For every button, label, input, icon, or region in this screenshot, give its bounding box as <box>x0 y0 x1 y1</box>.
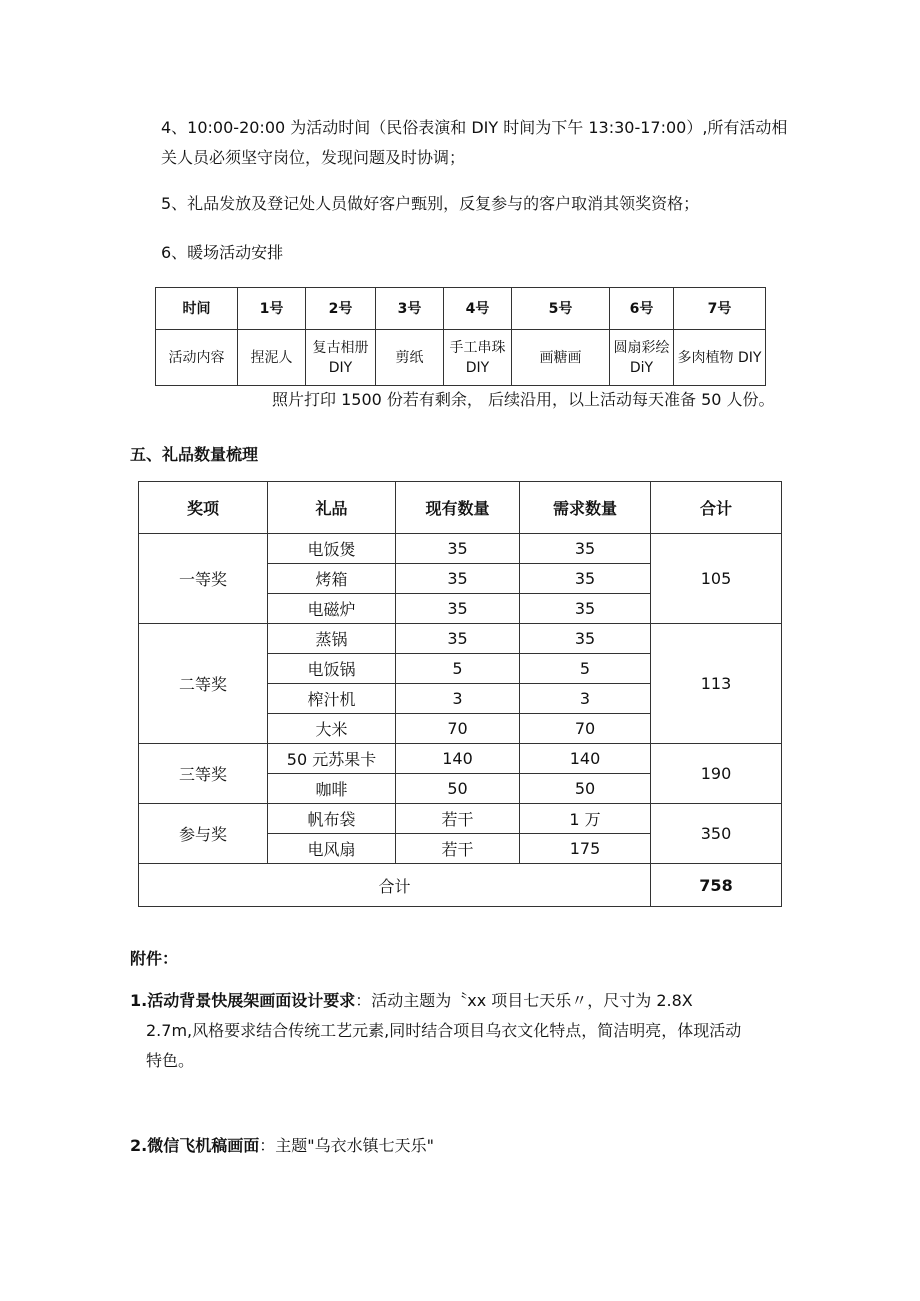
gift-need-cell: 70 <box>520 714 651 744</box>
attachment2-line <box>130 1131 434 1161</box>
gift-name-cell: 电饭煲 <box>268 534 396 564</box>
attachments-title: 附件： <box>130 949 179 968</box>
gift-have-cell: 35 <box>396 534 520 564</box>
gift-header-cell: 现有数量 <box>396 482 520 534</box>
attachment1-label: 1.活动背景快展架画面设计要求 <box>130 991 356 1010</box>
gift-need-cell: 35 <box>520 534 651 564</box>
item6: 6、暖场活动安排 <box>161 243 284 262</box>
schedule-row-label: 活动内容 <box>156 330 238 386</box>
gift-name-cell: 帆布袋 <box>268 804 396 834</box>
gift-row <box>139 624 782 654</box>
schedule-activity-cell: 多肉植物 DIY <box>674 330 766 386</box>
gift-name-cell: 蒸锅 <box>268 624 396 654</box>
attachment1-line3: 特色。 <box>146 1051 195 1070</box>
schedule-header-cell: 7号 <box>674 288 766 330</box>
gift-name-cell: 大米 <box>268 714 396 744</box>
gift-header-cell: 需求数量 <box>520 482 651 534</box>
item4-line1: 4、10:00-20:00 为活动时间（民俗表演和 DIY 时间为下午 13:30-17:00）,所有活动相 <box>161 118 788 137</box>
award-cell: 三等奖 <box>139 744 268 804</box>
gift-name-cell: 电风扇 <box>268 834 396 864</box>
attachment1-text: ：活动主题为〝xx 项目七天乐〃，尺寸为 2.8X <box>355 991 693 1010</box>
total-label-cell: 合计 <box>139 864 651 907</box>
gift-name-cell: 咖啡 <box>268 774 396 804</box>
schedule-activity-row <box>156 330 766 386</box>
schedule-header-cell: 2号 <box>306 288 376 330</box>
schedule-activity-cell: 捏泥人 <box>238 330 306 386</box>
gift-need-cell: 175 <box>520 834 651 864</box>
schedule-note: 照片打印 1500 份若有剩余， 后续沿用，以上活动每天准备 50 人份。 <box>272 390 775 409</box>
gift-header-row <box>139 482 782 534</box>
gift-row <box>139 744 782 774</box>
schedule-header-cell: 时间 <box>156 288 238 330</box>
gift-table <box>138 481 782 907</box>
award-total-cell: 350 <box>651 804 782 864</box>
gift-name-cell: 电饭锅 <box>268 654 396 684</box>
gift-need-cell: 35 <box>520 624 651 654</box>
schedule-activity-cell: 圆扇彩绘 DiY <box>610 330 674 386</box>
gift-have-cell: 若干 <box>396 804 520 834</box>
schedule-activity-cell: 复古相册 DIY <box>306 330 376 386</box>
gift-have-cell: 3 <box>396 684 520 714</box>
attachment1-line2: 2.7m,风格要求结合传统工艺元素,同时结合项目乌衣文化特点，简洁明亮，体现活动 <box>146 1021 742 1040</box>
award-cell: 一等奖 <box>139 534 268 624</box>
award-total-cell: 190 <box>651 744 782 804</box>
gift-need-cell: 35 <box>520 564 651 594</box>
gift-need-cell: 3 <box>520 684 651 714</box>
gift-have-cell: 70 <box>396 714 520 744</box>
schedule-header-cell: 1号 <box>238 288 306 330</box>
schedule-activity-cell: 剪纸 <box>376 330 444 386</box>
item5: 5、礼品发放及登记处人员做好客户甄别，反复参与的客户取消其领奖资格； <box>161 194 700 213</box>
attachment2-text: ：主题"乌衣水镇七天乐" <box>259 1136 434 1155</box>
award-total-cell: 105 <box>651 534 782 624</box>
gift-name-cell: 榨汁机 <box>268 684 396 714</box>
schedule-header-row <box>156 288 766 330</box>
schedule-header-cell: 6号 <box>610 288 674 330</box>
grand-total-cell: 758 <box>651 864 782 907</box>
gift-name-cell: 电磁炉 <box>268 594 396 624</box>
gift-header-cell: 奖项 <box>139 482 268 534</box>
award-cell: 参与奖 <box>139 804 268 864</box>
section5-title: 五、礼品数量梳理 <box>130 445 259 464</box>
gift-header-cell: 合计 <box>651 482 782 534</box>
gift-need-cell: 5 <box>520 654 651 684</box>
gift-row <box>139 804 782 834</box>
schedule-activity-cell: 画糖画 <box>512 330 610 386</box>
schedule-header-cell: 3号 <box>376 288 444 330</box>
attachment2-label: 2.微信飞机稿画面 <box>130 1136 260 1155</box>
gift-have-cell: 若干 <box>396 834 520 864</box>
schedule-header-cell: 5号 <box>512 288 610 330</box>
gift-row <box>139 534 782 564</box>
gift-need-cell: 50 <box>520 774 651 804</box>
gift-header-cell: 礼品 <box>268 482 396 534</box>
award-cell: 二等奖 <box>139 624 268 744</box>
gift-have-cell: 35 <box>396 594 520 624</box>
gift-total-row <box>139 864 782 907</box>
schedule-header-cell: 4号 <box>444 288 512 330</box>
gift-need-cell: 140 <box>520 744 651 774</box>
award-total-cell: 113 <box>651 624 782 744</box>
gift-have-cell: 35 <box>396 564 520 594</box>
gift-name-cell: 烤箱 <box>268 564 396 594</box>
schedule-table <box>155 287 766 386</box>
gift-have-cell: 5 <box>396 654 520 684</box>
gift-need-cell: 35 <box>520 594 651 624</box>
gift-have-cell: 50 <box>396 774 520 804</box>
gift-need-cell: 1 万 <box>520 804 651 834</box>
gift-have-cell: 35 <box>396 624 520 654</box>
schedule-activity-cell: 手工串珠 DIY <box>444 330 512 386</box>
gift-name-cell: 50 元苏果卡 <box>268 744 396 774</box>
gift-have-cell: 140 <box>396 744 520 774</box>
item4-line2: 关人员必须坚守岗位，发现问题及时协调； <box>161 148 466 167</box>
attachment1-line1 <box>130 986 693 1016</box>
